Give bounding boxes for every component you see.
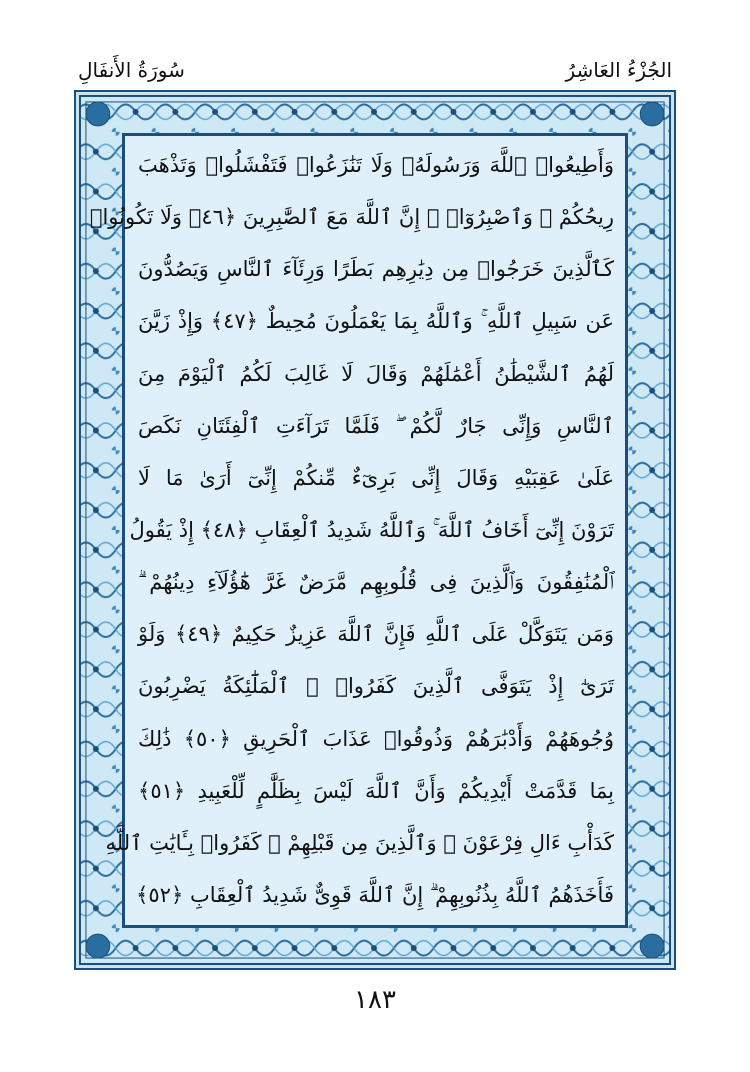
verse-line: ٱلْمُنَٰفِقُونَ وَٱلَّذِينَ فِى قُلُوبِهِم مَّرَضٌ غَرَّ هَٰٓؤُلَآءِ دِينُهُمْ ۗ (138, 570, 614, 595)
verse-line: بِمَا قَدَّمَتْ أَيْدِيكُمْ وَأَنَّ ٱللَّهَ لَيْسَ بِظَلَّٰمٍ لِّلْعَبِيدِ ﴿٥١﴾ (138, 778, 614, 803)
verse-line: تَرَوْنَ إِنِّىٓ أَخَافُ ٱللَّهَ ۚ وَٱللَّهُ شَدِيدُ ٱلْعِقَابِ ﴿٤٨﴾ إِذْ يَقُولُ (129, 517, 614, 542)
verse-line: لَهُمُ ٱلشَّيْطَٰنُ أَعْمَٰلَهُمْ وَقَالَ لَا غَالِبَ لَكُمُ ٱلْيَوْمَ مِنَ (138, 361, 614, 386)
page-number: ١٨٣ (354, 985, 396, 1015)
verse-line: رِيحُكُمْ ۖ وَٱصْبِرُوٓا۟ ۚ إِنَّ ٱللَّهَ مَعَ ٱلصَّٰبِرِينَ ﴿٤٦﴾ وَلَا تَكُونُوا۟ (89, 205, 614, 230)
verse-line: كَٱلَّذِينَ خَرَجُوا۟ مِن دِيَٰرِهِم بَطَرًا وَرِئَآءَ ٱلنَّاسِ وَيَصُدُّونَ (138, 257, 614, 282)
verse-line: تَرَىٰٓ إِذْ يَتَوَفَّى ٱلَّذِينَ كَفَرُوا۟ ۙ ٱلْمَلَٰٓئِكَةُ يَضْرِبُونَ (138, 674, 614, 699)
verse-line: ٱلنَّاسِ وَإِنِّى جَارٌ لَّكُمْ ۖ فَلَمَّا تَرَآءَتِ ٱلْفِئَتَانِ نَكَصَ (138, 413, 614, 438)
verse-line: وُجُوهَهُمْ وَأَدْبَٰرَهُمْ وَذُوقُوا۟ عَذَابَ ٱلْحَرِيقِ ﴿٥٠﴾ ذَٰلِكَ (138, 726, 614, 751)
verse-line: وَمَن يَتَوَكَّلْ عَلَى ٱللَّهِ فَإِنَّ ٱللَّهَ عَزِيزٌ حَكِيمٌ ﴿٤٩﴾ وَلَوْ (138, 622, 614, 647)
verse-line: فَأَخَذَهُمُ ٱللَّهُ بِذُنُوبِهِمْ ۗ إِنَّ ٱللَّهَ قَوِىٌّ شَدِيدُ ٱلْعِقَابِ ﴿٥٢﴾ (136, 882, 614, 907)
verse-block (89, 140, 614, 920)
verse-line: عَلَىٰ عَقِبَيْهِ وَقَالَ إِنِّى بَرِىٓءٌ مِّنكُمْ إِنِّىٓ أَرَىٰ مَا لَا (138, 465, 614, 490)
juz-name: الجُزْءُ العَاشِرُ (565, 58, 672, 82)
verse-line: عَن سَبِيلِ ٱللَّهِ ۚ وَٱللَّهُ بِمَا يَعْمَلُونَ مُحِيطٌ ﴿٤٧﴾ وَإِذْ زَيَّنَ (138, 309, 614, 334)
page-header (78, 52, 672, 88)
surah-name: سُورَةُ الأَنفَالِ (78, 58, 185, 82)
verse-line: وَأَطِيعُوا۟ ٱللَّهَ وَرَسُولَهُۥ وَلَا تَنَٰزَعُوا۟ فَتَفْشَلُوا۟ وَتَذْهَبَ (138, 153, 614, 177)
verse-line: كَدَأْبِ ءَالِ فِرْعَوْنَ ۙ وَٱلَّذِينَ مِن قَبْلِهِمْ ۚ كَفَرُوا۟ بِـَٔايَٰتِ ٱللَّهِ (105, 830, 614, 855)
